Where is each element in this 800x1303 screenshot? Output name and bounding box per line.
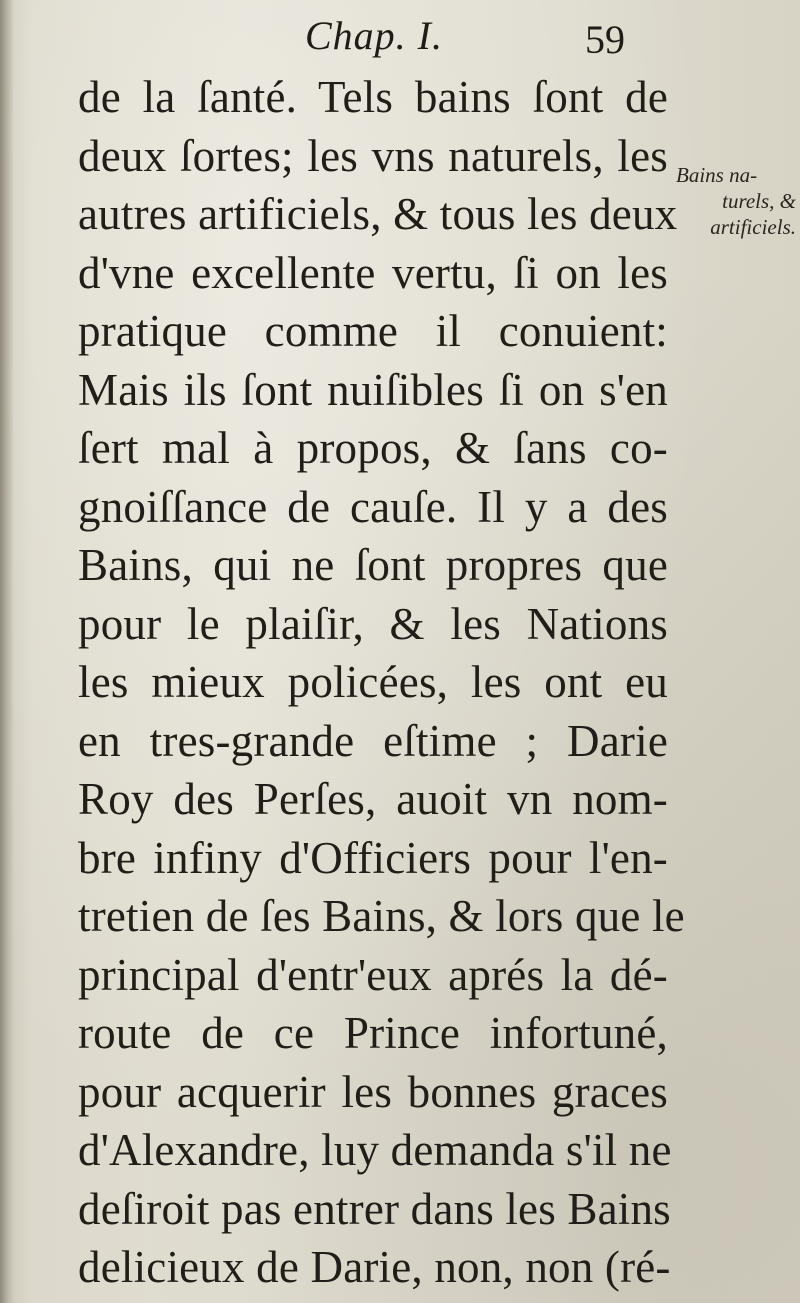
text-line: pour le plaiſir, & les Nations — [78, 598, 668, 649]
text-line: gnoiſſance de cauſe. Il y a des — [78, 481, 668, 532]
text-line: route de ce Prince infortuné, — [78, 1008, 668, 1058]
text-line: Mais ils ſont nuiſibles ſi on s'en — [78, 364, 668, 415]
text-line: ſert mal à propos, & ſans co- — [78, 423, 668, 473]
running-head: Chap. I. — [305, 13, 443, 58]
text-line: pratique comme il conuient: — [78, 306, 668, 356]
text-line: principal d'entr'eux aprés la dé- — [78, 949, 668, 1000]
text-line: d'vne excellente vertu, ſi on les — [78, 247, 668, 298]
text-line: pour acquerir les bonnes graces — [78, 1066, 668, 1117]
marginal-note-line: turels, & — [722, 189, 796, 213]
text-line: deſiroit pas entrer dans les Bains — [78, 1183, 671, 1234]
marginal-note-line: artificiels. — [710, 215, 796, 239]
text-line: delicieux de Darie, non, non (ré- — [78, 1242, 671, 1292]
marginal-note — [676, 162, 796, 240]
page-header — [0, 8, 800, 68]
page-number: 59 — [585, 17, 625, 62]
text-line: deux ſortes; les vns naturels, les — [78, 130, 668, 181]
text-line: en tres-grande eſtime ; Darie — [78, 715, 668, 766]
text-line: de la ſanté. Tels bains ſont de — [78, 72, 668, 122]
text-line: bre infiny d'Officiers pour l'en- — [78, 832, 668, 883]
text-line: d'Alexandre, luy demanda s'il ne — [78, 1125, 672, 1175]
text-line: Bains, qui ne ſont propres que — [78, 540, 668, 590]
page-gutter-shadow — [0, 0, 14, 1303]
body-text — [78, 68, 685, 1297]
text-line: autres artificiels, & tous les deux — [78, 189, 678, 239]
text-line: tretien de ſes Bains, & lors que le — [78, 891, 685, 941]
text-line: Roy des Perſes, auoit vn nom- — [78, 774, 668, 824]
marginal-note-line: Bains na- — [676, 163, 758, 187]
text-line: les mieux policées, les ont eu — [78, 657, 668, 707]
